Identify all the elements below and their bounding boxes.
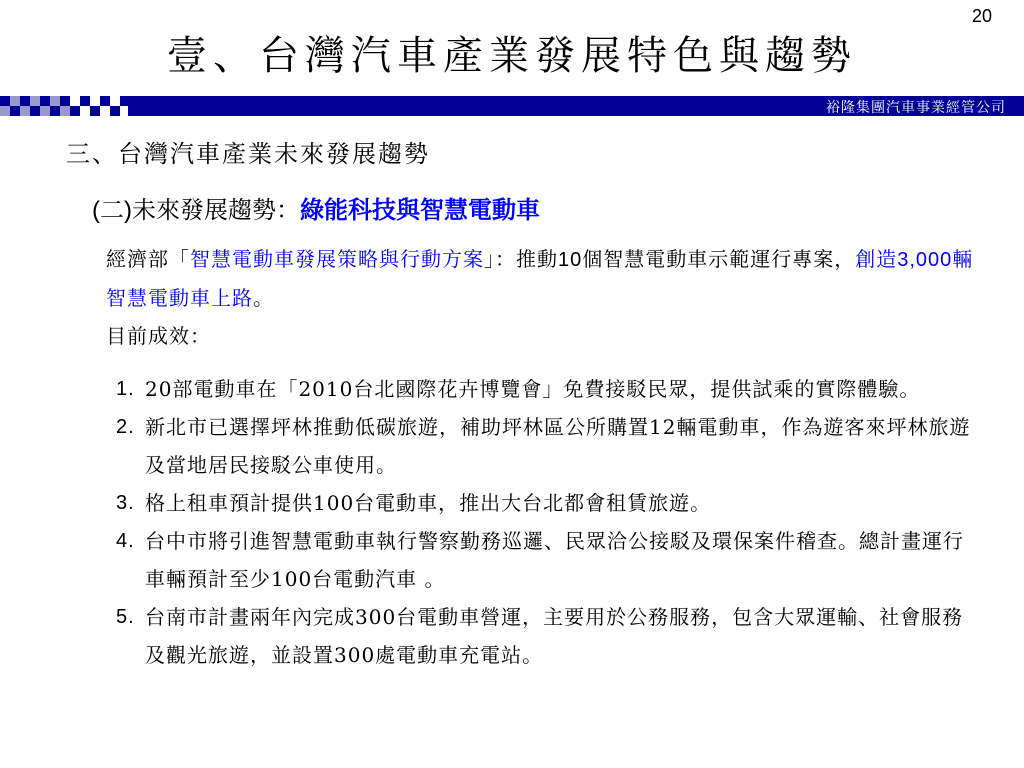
results-label: 目前成效：: [106, 324, 211, 348]
slide-title: 壹、台灣汽車產業發展特色與趨勢: [167, 33, 857, 79]
checker-cell: [30, 96, 40, 106]
list-item-text: 新北市已選擇坪林推動低碳旅遊，補助坪林區公所購置12輛電動車，作為遊客來坪林旅遊及當地居民接駁公車使用。: [145, 415, 971, 477]
program-name: 智慧電動車發展策略與行動方案: [190, 247, 484, 271]
checker-decoration: [0, 96, 130, 116]
intro-paragraph: [106, 240, 976, 317]
list-item: [116, 598, 976, 674]
checker-cell: [0, 106, 10, 116]
checker-cell: [110, 106, 120, 116]
list-marker: 3.: [116, 492, 135, 514]
sub-heading-number: (二): [92, 197, 132, 224]
checker-cell: [20, 106, 30, 116]
list-item: [116, 370, 976, 408]
checker-cell: [50, 96, 60, 106]
checker-cell: [0, 96, 10, 106]
checker-cell: [100, 106, 110, 116]
company-name: 裕隆集團汽車事業經管公司: [826, 100, 1006, 116]
intro-block: [106, 240, 976, 355]
header-band: [0, 96, 1024, 116]
page-number: 20: [971, 6, 992, 26]
goal-number: 3,000: [897, 249, 953, 271]
section-heading: 三、台灣汽車產業未來發展趨勢: [66, 140, 430, 168]
checker-cell: [60, 96, 70, 106]
list-item-text: 台中市將引進智慧電動車執行警察勤務巡邏、民眾洽公接駁及環保案件稽查。總計畫運行車輛預計至少100台電動汽車 。: [145, 529, 964, 591]
checker-cell: [20, 96, 30, 106]
intro-text-2: 」：推動: [484, 247, 558, 271]
project-count: 10: [558, 249, 583, 271]
list-item-text: 台南市計畫兩年內完成300台電動車營運，主要用於公務服務，包含大眾運輸、社會服務及觀光旅遊，並設置300處電動車充電站。: [145, 605, 964, 667]
goal-text-2: 輛智慧電動車上路: [106, 247, 974, 310]
checker-cell: [40, 96, 50, 106]
list-marker: 2.: [116, 416, 135, 438]
checker-cell: [70, 106, 80, 116]
checker-cell: [10, 106, 20, 116]
checker-cell: [90, 96, 100, 106]
checker-cell: [30, 106, 40, 116]
intro-text-1: 經濟部「: [106, 247, 190, 271]
list-item: [116, 484, 976, 522]
checker-cell: [100, 96, 110, 106]
list-item: [116, 522, 976, 598]
list-item-text: 20部電動車在「2010台北國際花卉博覽會」免費接駁民眾，提供試乘的實際體驗。: [145, 377, 921, 401]
checker-cell: [50, 106, 60, 116]
checker-cell: [110, 96, 120, 106]
list-item: [116, 408, 976, 484]
intro-end: 。: [253, 286, 274, 310]
checker-cell: [60, 106, 70, 116]
checker-cell: [90, 106, 100, 116]
checker-cell: [40, 106, 50, 116]
list-marker: 5.: [116, 606, 135, 628]
sub-heading: [92, 190, 540, 225]
sub-heading-text: 未來發展趨勢：: [131, 196, 300, 224]
list-marker: 1.: [116, 378, 135, 400]
checker-cell: [70, 96, 80, 106]
checker-cell: [80, 96, 90, 106]
intro-text-3: 個智慧電動車示範運行專案，: [582, 247, 856, 271]
results-list: [116, 370, 976, 674]
list-item-text: 格上租車預計提供100台電動車，推出大台北都會租賃旅遊。: [145, 491, 712, 515]
checker-cell: [10, 96, 20, 106]
list-marker: 4.: [116, 530, 135, 552]
goal-text-1: 創造: [855, 247, 898, 271]
sub-heading-highlight: 綠能科技與智慧電動車: [299, 195, 540, 224]
title-bar: [128, 96, 1024, 116]
checker-cell: [80, 106, 90, 116]
